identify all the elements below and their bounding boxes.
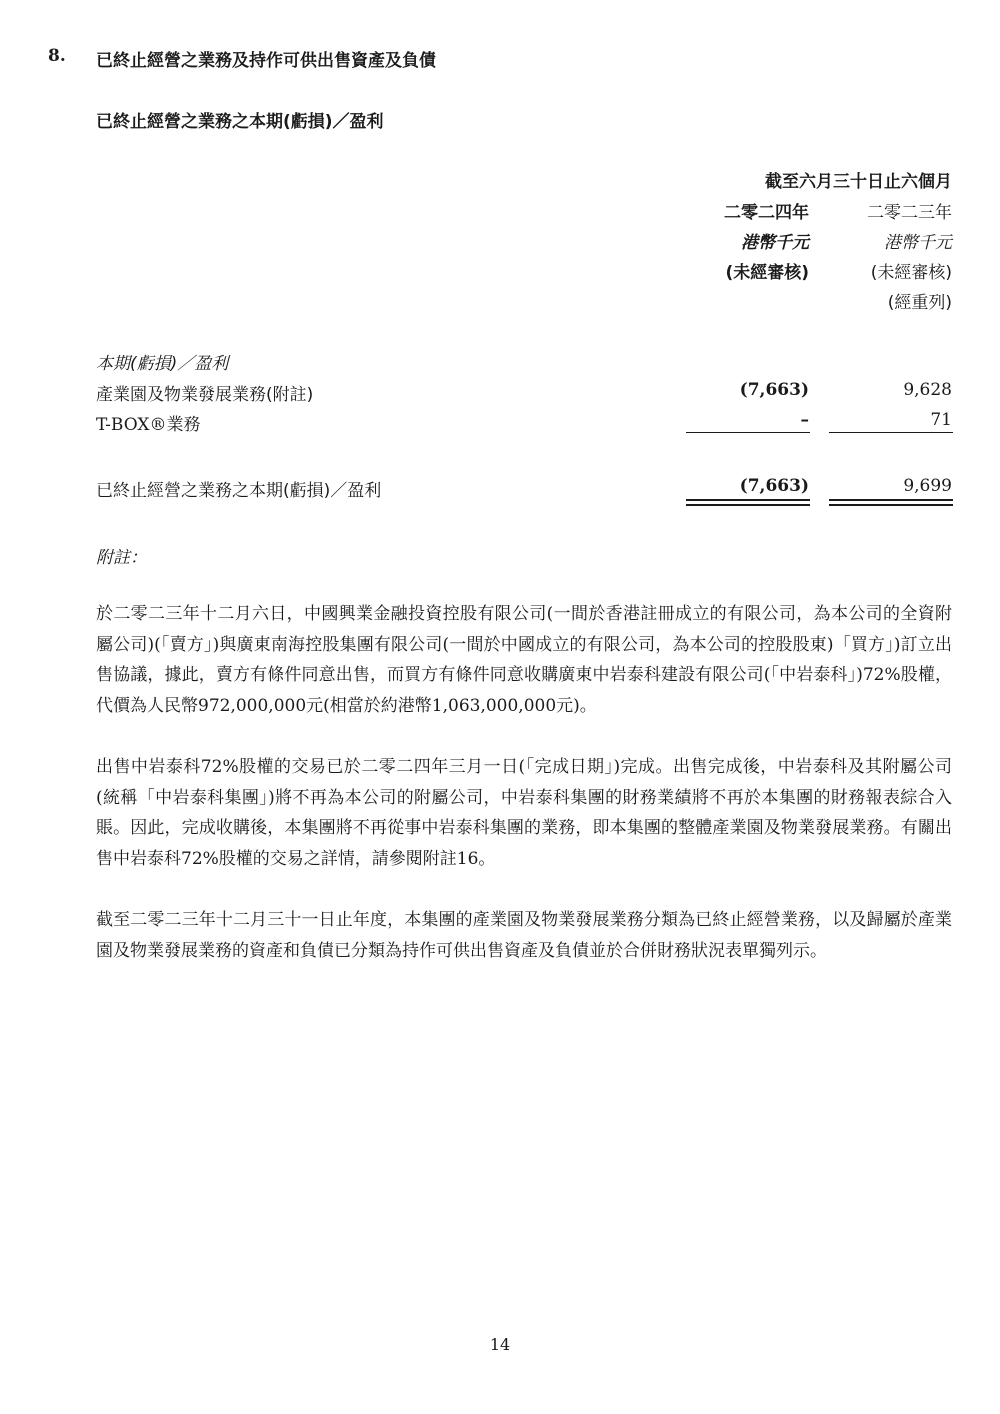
subtotal-rule-2024 <box>686 432 810 433</box>
col-2024-audit: (未經審核) <box>725 263 809 283</box>
total-cell-2024: (7,663) <box>739 476 809 496</box>
table-cell-2024: – <box>800 410 809 430</box>
note-paragraph: 截至二零二三年十二月三十一日止年度，本集團的產業園及物業發展業務分類為已終止經營業務，以及歸屬於產業園及物業發展業務的資產和負債已分類為持作可供出售資產及負債並於合併財務狀況表單獨列示。 <box>96 910 952 961</box>
table-cell-2023: 9,628 <box>903 380 952 400</box>
notes-label: 附註： <box>96 548 147 568</box>
table-section-label: 本期(虧損)／盈利 <box>96 354 229 374</box>
section-number: 8. <box>48 46 66 66</box>
page-number: 14 <box>489 1335 511 1354</box>
note-paragraph: 出售中岩泰科72%股權的交易已於二零二四年三月一日(「完成日期」)完成。出售完成後，中岩泰科及其附屬公司(統稱「中岩泰科集團」)將不再為本公司的附屬公司，中岩泰科集團的財務業績將不再於本集團的財務報表綜合入賬。因此，完成收購後，本集團將不再從事中岩泰科集團的業務，即本集團的整體產業園及物業發展業務。有關出售中岩泰科72%股權的交易之詳情，請參閱附註16。 <box>96 757 952 869</box>
col-2024-unit: 港幣千元 <box>741 233 809 253</box>
table-row-label: 產業園及物業發展業務(附註) <box>96 385 314 405</box>
total-double-rule-2024-top <box>686 499 810 501</box>
subtotal-rule-2023 <box>829 432 953 433</box>
total-row-label: 已終止經營之業務之本期(虧損)／盈利 <box>96 481 382 501</box>
total-cell-2023: 9,699 <box>903 476 952 496</box>
col-2023-audit: (未經審核) <box>870 263 952 283</box>
col-2023-note: (經重列) <box>887 293 952 313</box>
col-2024-year: 二零二四年 <box>724 203 809 223</box>
subsection-title: 已終止經營之業務之本期(虧損)／盈利 <box>96 112 384 132</box>
note-paragraph: 於二零二三年十二月六日，中國興業金融投資控股有限公司(一間於香港註冊成立的有限公司，為本公司的全資附屬公司)(「賣方」)與廣東南海控股集團有限公司(一間於中國成立的有限公司，為本公司的控股股東)「買方」)訂立出售協議，據此，賣方有條件同意出售，而買方有條件同意收購廣東中岩泰科建設有限公司(「中岩泰科」)72%股權，代價為人民幣972,000,000元(相當於約港幣1,063,000,000元)。 <box>96 604 952 716</box>
table-cell-2024: (7,663) <box>739 380 809 400</box>
total-double-rule-2023-top <box>829 499 953 501</box>
col-2023-year: 二零二三年 <box>867 203 952 223</box>
section-title: 已終止經營之業務及持作可供出售資產及負債 <box>96 51 436 71</box>
table-row-label: T-BOX®業務 <box>96 415 201 435</box>
total-double-rule-2023-bottom <box>829 504 953 506</box>
col-2023-unit: 港幣千元 <box>884 233 952 253</box>
table-cell-2023: 71 <box>930 410 952 430</box>
period-header: 截至六月三十日止六個月 <box>765 172 952 192</box>
total-double-rule-2024-bottom <box>686 504 810 506</box>
